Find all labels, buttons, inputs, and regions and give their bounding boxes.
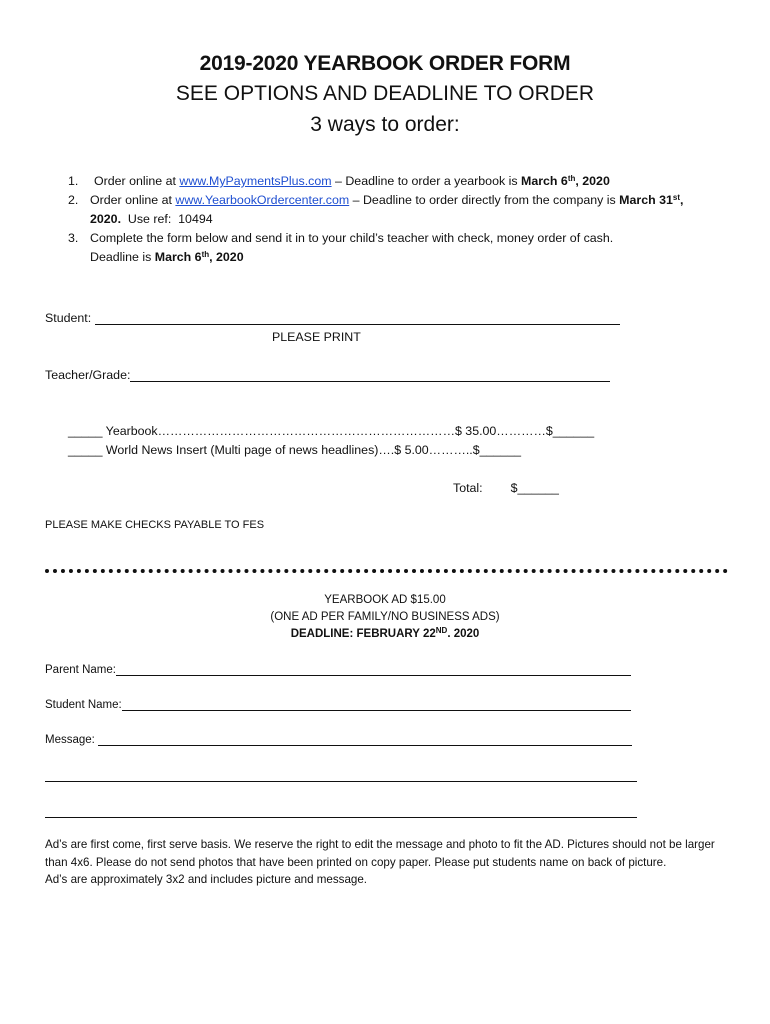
way-text: – Deadline to order directly from the company is [349,193,620,207]
teacher-label: Teacher/Grade: [45,368,131,382]
ad-subtitle: (ONE AD PER FAMILY/NO BUSINESS ADS) [270,611,500,623]
deadline-year: , 2020 [575,174,610,188]
ad-notes-paragraph: Ad’s are first come, first serve basis. We reserve the right to edit the message and photo to fit the AD. Pictures should not be larger than 4x6. Please do not send photos that have been printed on copy paper. Please put students name on back of picture. [45,838,715,869]
deadline-date: March 6 [154,250,202,264]
teacher-field [45,368,610,382]
deadline-date: March 6 [521,174,568,188]
order-item-text: World News Insert (Multi page of news headlines)….$ 5.00………..$______ [102,443,521,457]
deadline-year: , 2020. [90,193,684,226]
date-suffix: ND [435,626,448,635]
page-subtitle: SEE OPTIONS AND DEADLINE TO ORDER [175,82,595,105]
parent-name-label: Parent Name: [45,664,116,676]
date-suffix: th [567,174,576,183]
title-block [0,50,770,140]
message-input-line[interactable] [98,732,632,746]
way-text: – Deadline to order a yearbook is [331,174,521,188]
way-text: Complete the form below and send it in to your child’s teacher with check, money order of cash. [90,231,614,245]
page-title: 2019-2020 YEARBOOK ORDER FORM [199,52,571,75]
student-field [45,311,620,325]
ref-number: Use ref: 10494 [121,212,213,226]
ad-title: YEARBOOK AD $15.00 [324,594,446,606]
way-item-1 [68,172,708,191]
order-row-yearbook [68,424,594,438]
student-label: Student: [45,311,92,325]
message-input-line-3[interactable] [45,804,637,818]
please-print-note: PLEASE PRINT [272,330,361,344]
message-field [45,732,632,746]
student-name-field [45,697,631,711]
total-value[interactable]: $______ [510,481,559,495]
way-text: Deadline is [90,250,155,264]
quantity-blank[interactable]: _____ [68,443,103,457]
cut-line-divider [45,569,728,573]
ad-deadline [0,628,770,640]
student-name-label: Student Name: [45,699,122,711]
checks-payable-note: PLEASE MAKE CHECKS PAYABLE TO FES [45,519,265,531]
ad-notes [45,836,725,889]
quantity-blank[interactable]: _____ [68,424,103,438]
way-item-2 [68,191,708,229]
message-line-2 [45,768,637,782]
way-text: Order online at [94,174,180,188]
ad-size-note: Ad’s are approximately 3x2 and includes picture and message. [45,873,368,886]
way-number: 3. [68,231,79,245]
way-text: Order online at [90,193,176,207]
parent-name-field [45,662,631,676]
message-label: Message: [45,734,99,746]
way-number: 1. [68,174,79,188]
mypaymentsplus-link[interactable]: www.MyPaymentsPlus.com [179,174,332,188]
yearbookordercenter-link[interactable]: www.YearbookOrdercenter.com [175,193,350,207]
total-row [453,481,559,495]
way-number: 2. [68,193,79,207]
date-suffix: th [201,250,210,259]
ad-deadline-year: . 2020 [447,628,480,640]
student-name-input-line[interactable] [122,697,631,711]
teacher-input-line[interactable] [130,368,610,382]
message-input-line-2[interactable] [45,768,637,782]
order-row-news-insert [68,443,521,457]
student-input-line[interactable] [95,311,620,325]
deadline-date: March 31 [619,193,673,207]
ways-list [68,172,708,267]
message-line-3 [45,804,637,818]
date-suffix: st [672,193,681,202]
ad-deadline-text: DEADLINE: FEBRUARY 22 [290,628,436,640]
deadline-year: , 2020 [209,250,244,264]
parent-name-input-line[interactable] [116,662,631,676]
total-label: Total: [453,481,483,495]
way-item-3 [68,229,708,267]
order-item-text: Yearbook………………………………………………………………$ 35.00…………$______ [102,424,595,438]
ways-heading: 3 ways to order: [310,113,460,136]
